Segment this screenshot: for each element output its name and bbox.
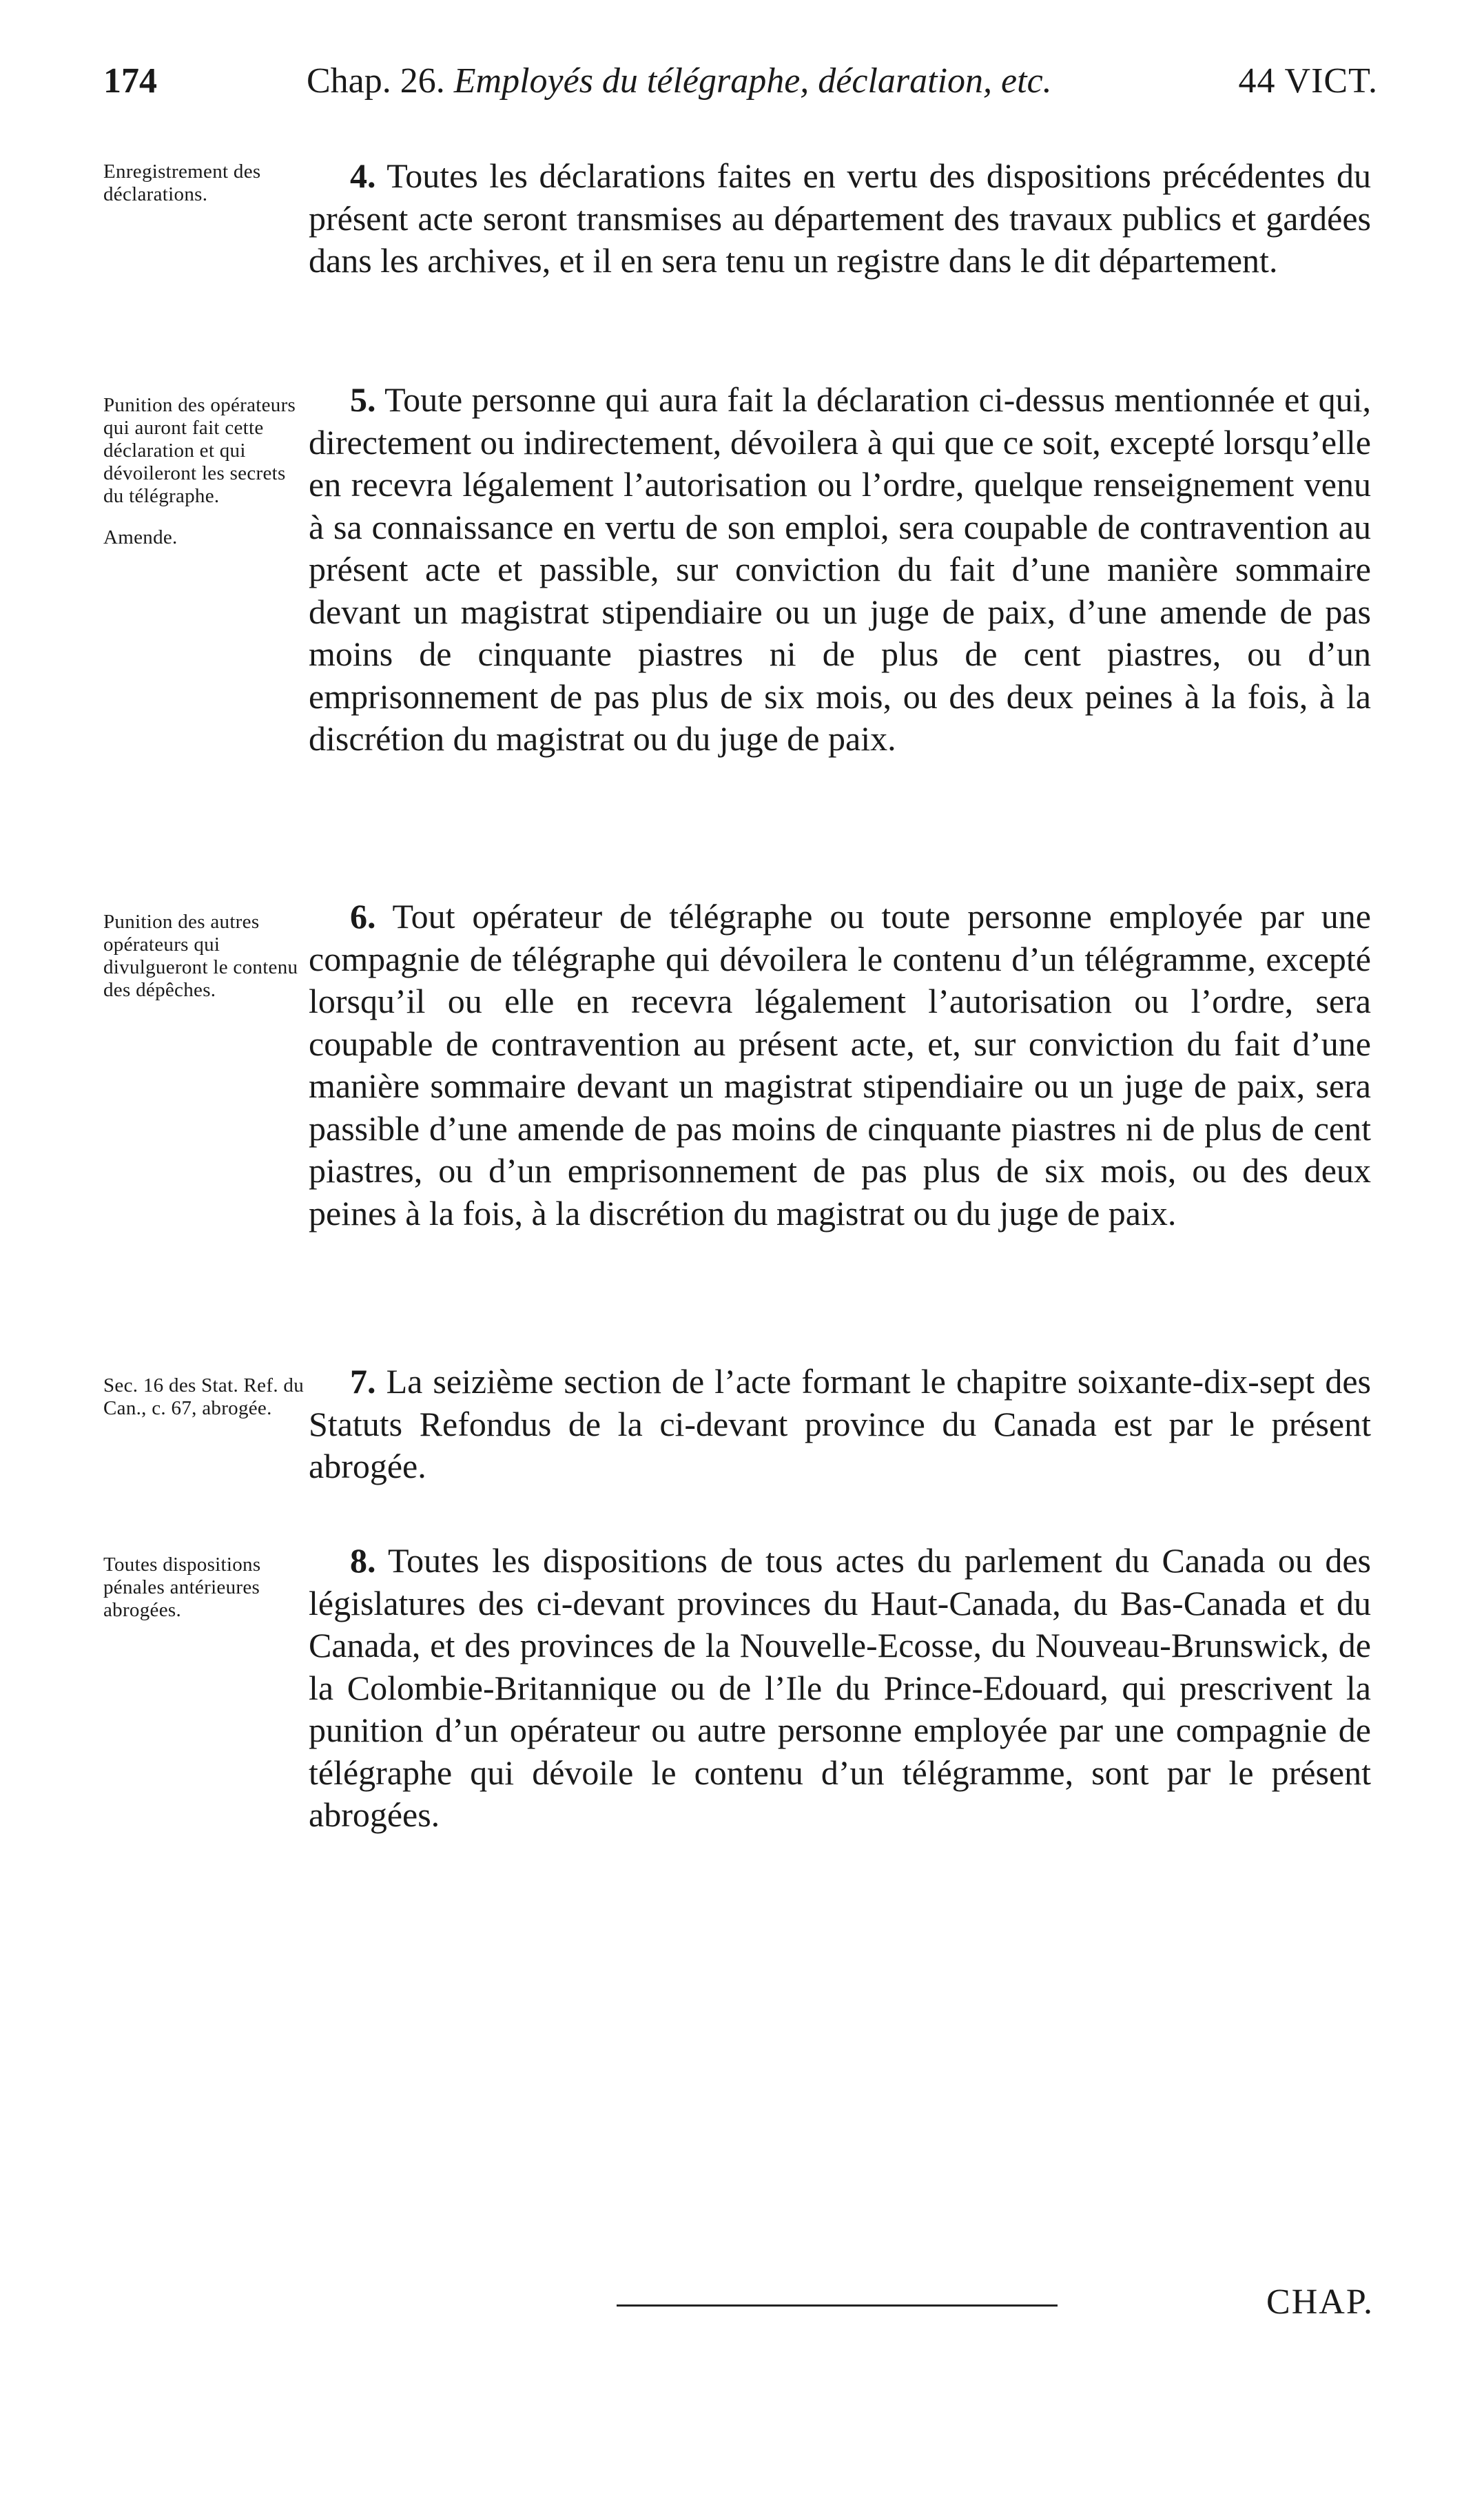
section-number: 8. [350, 1541, 376, 1580]
session-label: 44 VICT. [1238, 61, 1378, 101]
sidenote-text: Sec. 16 des Stat. Ref. du Can., c. 67, abrogée. [103, 1374, 305, 1419]
sidenote-text: Toutes dispositions pénales antérieures abrogées. [103, 1554, 261, 1621]
sidenote-section-6 [103, 911, 310, 1024]
running-title [307, 61, 1052, 101]
section-body: Tout opérateur de télégraphe ou toute personne employée par une compagnie de télégraphe qui dévoilera le contenu d’un télégramme, excepté lorsqu’il ou elle en recevra légalement l’autorisation ou l’ordre, sera coupable de contravention au présent acte, et, sur conviction du fait d’une manière sommaire devant un magistrat stipendiaire ou un juge de paix, sera passible d’une amende de pas moins de cinquante piastres ni de plus de cent piastres, ou d’un emprisonnement de pas plus de six mois, ou des deux peines à la fois, à la discrétion du magistrat ou du juge de paix. [309, 897, 1371, 1232]
chapter-label: Chap. 26. [307, 61, 445, 101]
section-6-text [309, 896, 1371, 1235]
sidenote-section-7 [103, 1374, 310, 1443]
section-4-text [309, 155, 1371, 282]
section-8-text [309, 1540, 1371, 1837]
section-7-text [309, 1361, 1371, 1488]
section-number: 7. [350, 1362, 376, 1401]
sidenote-text: Enregistrement des déclarations. [103, 161, 261, 205]
section-number: 4. [350, 156, 376, 195]
section-body: La seizième section de l’acte formant le chapitre soixante-dix-sept des Statuts Refondus de la ci-devant province du Canada est par le présent abrogée. [309, 1362, 1372, 1485]
page-number: 174 [103, 61, 157, 101]
section-body: Toutes les dispositions de tous actes du parlement du Canada ou des législatures des ci-devant provinces du Haut-Canada, du Bas-Canada et du Canada, et des provinces de la Nouvelle-Ecosse, du Nouveau-Brunswick, de la Colombie-Britannique ou de l’Ile du Prince-Edouard, qui prescrivent la punition d’un opérateur ou autre personne employée par une compagnie de télégraphe qui dévoile le contenu d’un télégramme, sont par le présent abrogées. [309, 1541, 1371, 1834]
sidenote-text: Punition des opérateurs qui auront fait cette déclaration et qui dévoileront les secrets du télégraphe. [103, 394, 296, 507]
running-header [103, 61, 1378, 123]
sidenote-section-8 [103, 1554, 310, 1644]
section-5-text [309, 379, 1371, 761]
chapter-title: Employés du télégraphe, déclaration, etc. [453, 61, 1052, 101]
catchword: CHAP. [1266, 2282, 1374, 2322]
sidenote-text: Amende. [103, 526, 178, 548]
section-body: Toutes les déclarations faites en vertu des dispositions précédentes du présent acte seront transmises au département des travaux publics et gardées dans les archives, et il en sera tenu un registre dans le dit département. [309, 156, 1371, 280]
section-number: 6. [350, 897, 376, 936]
closing-rule [617, 2304, 1058, 2307]
sidenote-text: Punition des autres opérateurs qui divulgueront le contenu des dépêches. [103, 911, 298, 1001]
section-number: 5. [350, 380, 376, 419]
sidenote-section-4 [103, 161, 310, 229]
section-body: Toute personne qui aura fait la déclaration ci-dessus mentionnée et qui, directement ou indirectement, dévoilera à qui que ce soit, excepté lorsqu’elle en recevra légalement l’autorisation ou l’ordre, quelque renseignement venu à sa connaissance en vertu de son emploi, sera coupable de contravention au présent acte et passible, sur conviction du fait d’une manière sommaire devant un magistrat stipendiaire ou un juge de paix, d’une amende de pas moins de cinquante piastres ni de plus de cent piastres, ou d’un emprisonnement de pas plus de six mois, ou des deux peines à la fois, à la discrétion du magistrat ou du juge de paix. [309, 380, 1371, 758]
sidenote-section-5 [103, 394, 310, 572]
